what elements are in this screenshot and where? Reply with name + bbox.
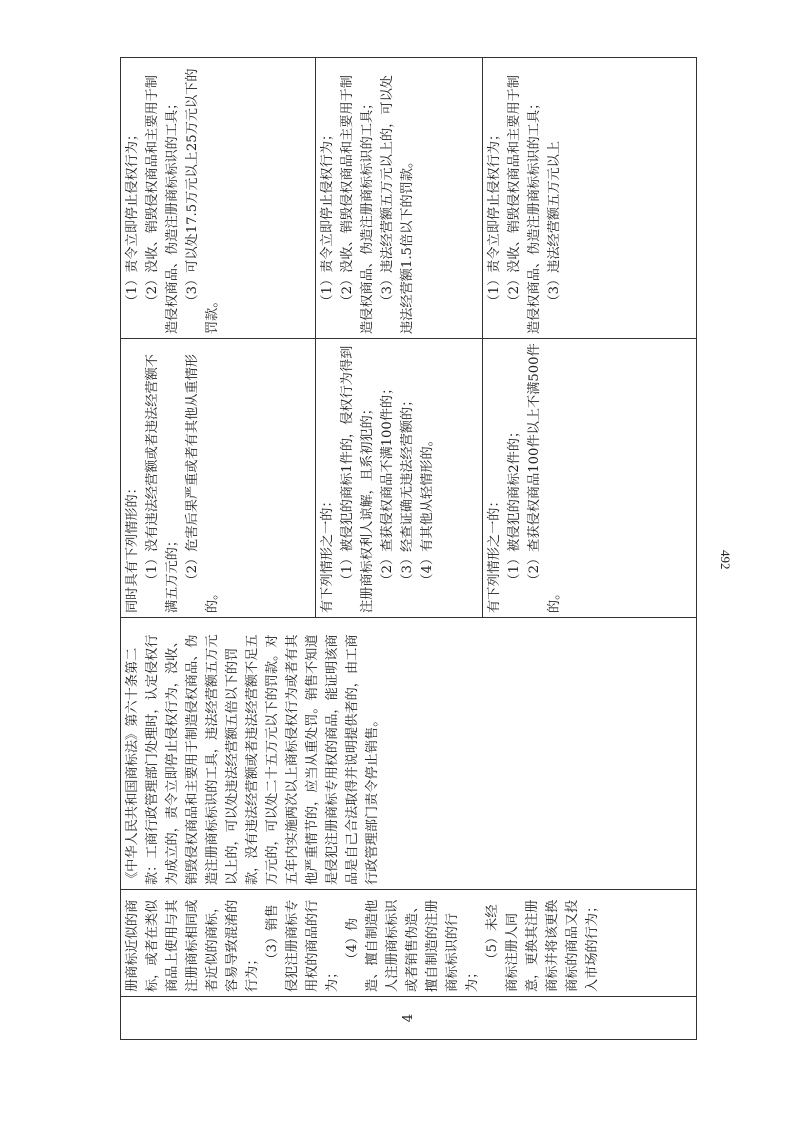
condition-line: 同时具有下列情形的： [125,481,140,613]
condition-line: （4）有其他从轻情形的。 [420,433,435,587]
condition-line: （1）被侵犯的商标1件的，侵权行为得到注册商标权利人谅解，且系初犯的； [340,345,375,613]
penalty-line: （1）责令立即停止侵权行为； [487,127,502,308]
condition-cell [316,339,483,618]
penalty-cell [316,58,483,339]
penalty-line: （1）责令立即停止侵权行为； [320,127,335,308]
penalty-line: （2）没收、销毁侵权商品和主要用于制造侵权商品、伪造注册商标标识的工具； [507,75,542,334]
rotated-table-container [120,68,695,1040]
act-item: （4）伪造、擅自制造他人注册商标标识或者销售伪造、擅自制造的注册商标标识的行为； [345,899,480,992]
page-number: 492 [718,550,733,570]
act-item: （5）未经商标注册人同意，更换其注册商标并将该更换商标的商品又投入市场的行为； [485,899,600,992]
row-number-cell [121,997,697,1040]
condition-line: （3）经查证确无违法经营额的； [400,393,415,587]
condition-line: （1）被侵犯的商标2件的； [507,424,522,587]
legal-basis-cell [121,618,697,890]
row-number: 4 [400,1013,416,1023]
penalty-cell [483,58,697,339]
penalty-line: （2）没收、销毁侵权商品和主要用于制造侵权商品、伪造注册商标标识的工具； [340,75,375,334]
penalty-line: （1）责令立即停止侵权行为； [125,127,140,308]
condition-line: （2）危害后果严重或者有其他从重情形的。 [185,354,220,613]
condition-line: （1）没有违法经营额或者违法经营额不满五万元的； [145,354,180,613]
condition-line: （2）查获侵权商品不满100件的； [380,381,395,587]
act-item: 册商标近似的商标，或者在类似商品上使用与其注册商标相同或者近似的商标，容易导致混淆的行为； [125,899,260,992]
penalty-line: （3）违法经营额五万元以上的，可以处违法经营额1.5倍以下的罚款。 [380,75,415,334]
violation-acts-cell [121,890,697,997]
condition-line: （2）查获侵权商品100件以上不满500件的。 [527,343,562,613]
penalty-line: （3）违法经营额五万元以上 [547,140,562,308]
condition-line: 有下列情形之一的： [320,494,335,613]
penalty-line: （2）没收、销毁侵权商品和主要用于制造侵权商品、伪造注册商标标识的工具； [145,75,180,334]
penalty-line: （3）可以处17.5万元以上25万元以下的罚款。 [185,68,220,334]
penalty-cell [121,58,316,339]
table-row [121,58,316,1040]
legal-basis-text: 《中华人民共和国商标法》第六十条第二款：工商行政管理部门处理时，认定侵权行为成立的，责令立即停止侵权行为，没收、销毁侵权商品和主要用于制造侵权商品、伪造注册商标标识的工具，违法经营额五万元以上的，可以处违法经营额五倍以下的罚款，没有违法经营额或者违法经营额不足五万元的，可以处二十五万元以下的罚款。对五年内实施两次以上商标侵权行为或者有其他严重情节的，应当从重处罚。销售不知道是侵犯注册商标专用权的商品，能证明该商品是自己合法取得并说明提供者的，由工商行政管理部门责令停止销售。 [125,634,380,885]
condition-line: 有下列情形之一的： [487,494,502,613]
act-item: （3）销售侵犯注册商标专用权的商品的行为； [265,899,340,992]
condition-cell [121,339,316,618]
penalty-discretion-table [120,57,697,1040]
condition-cell [483,339,697,618]
